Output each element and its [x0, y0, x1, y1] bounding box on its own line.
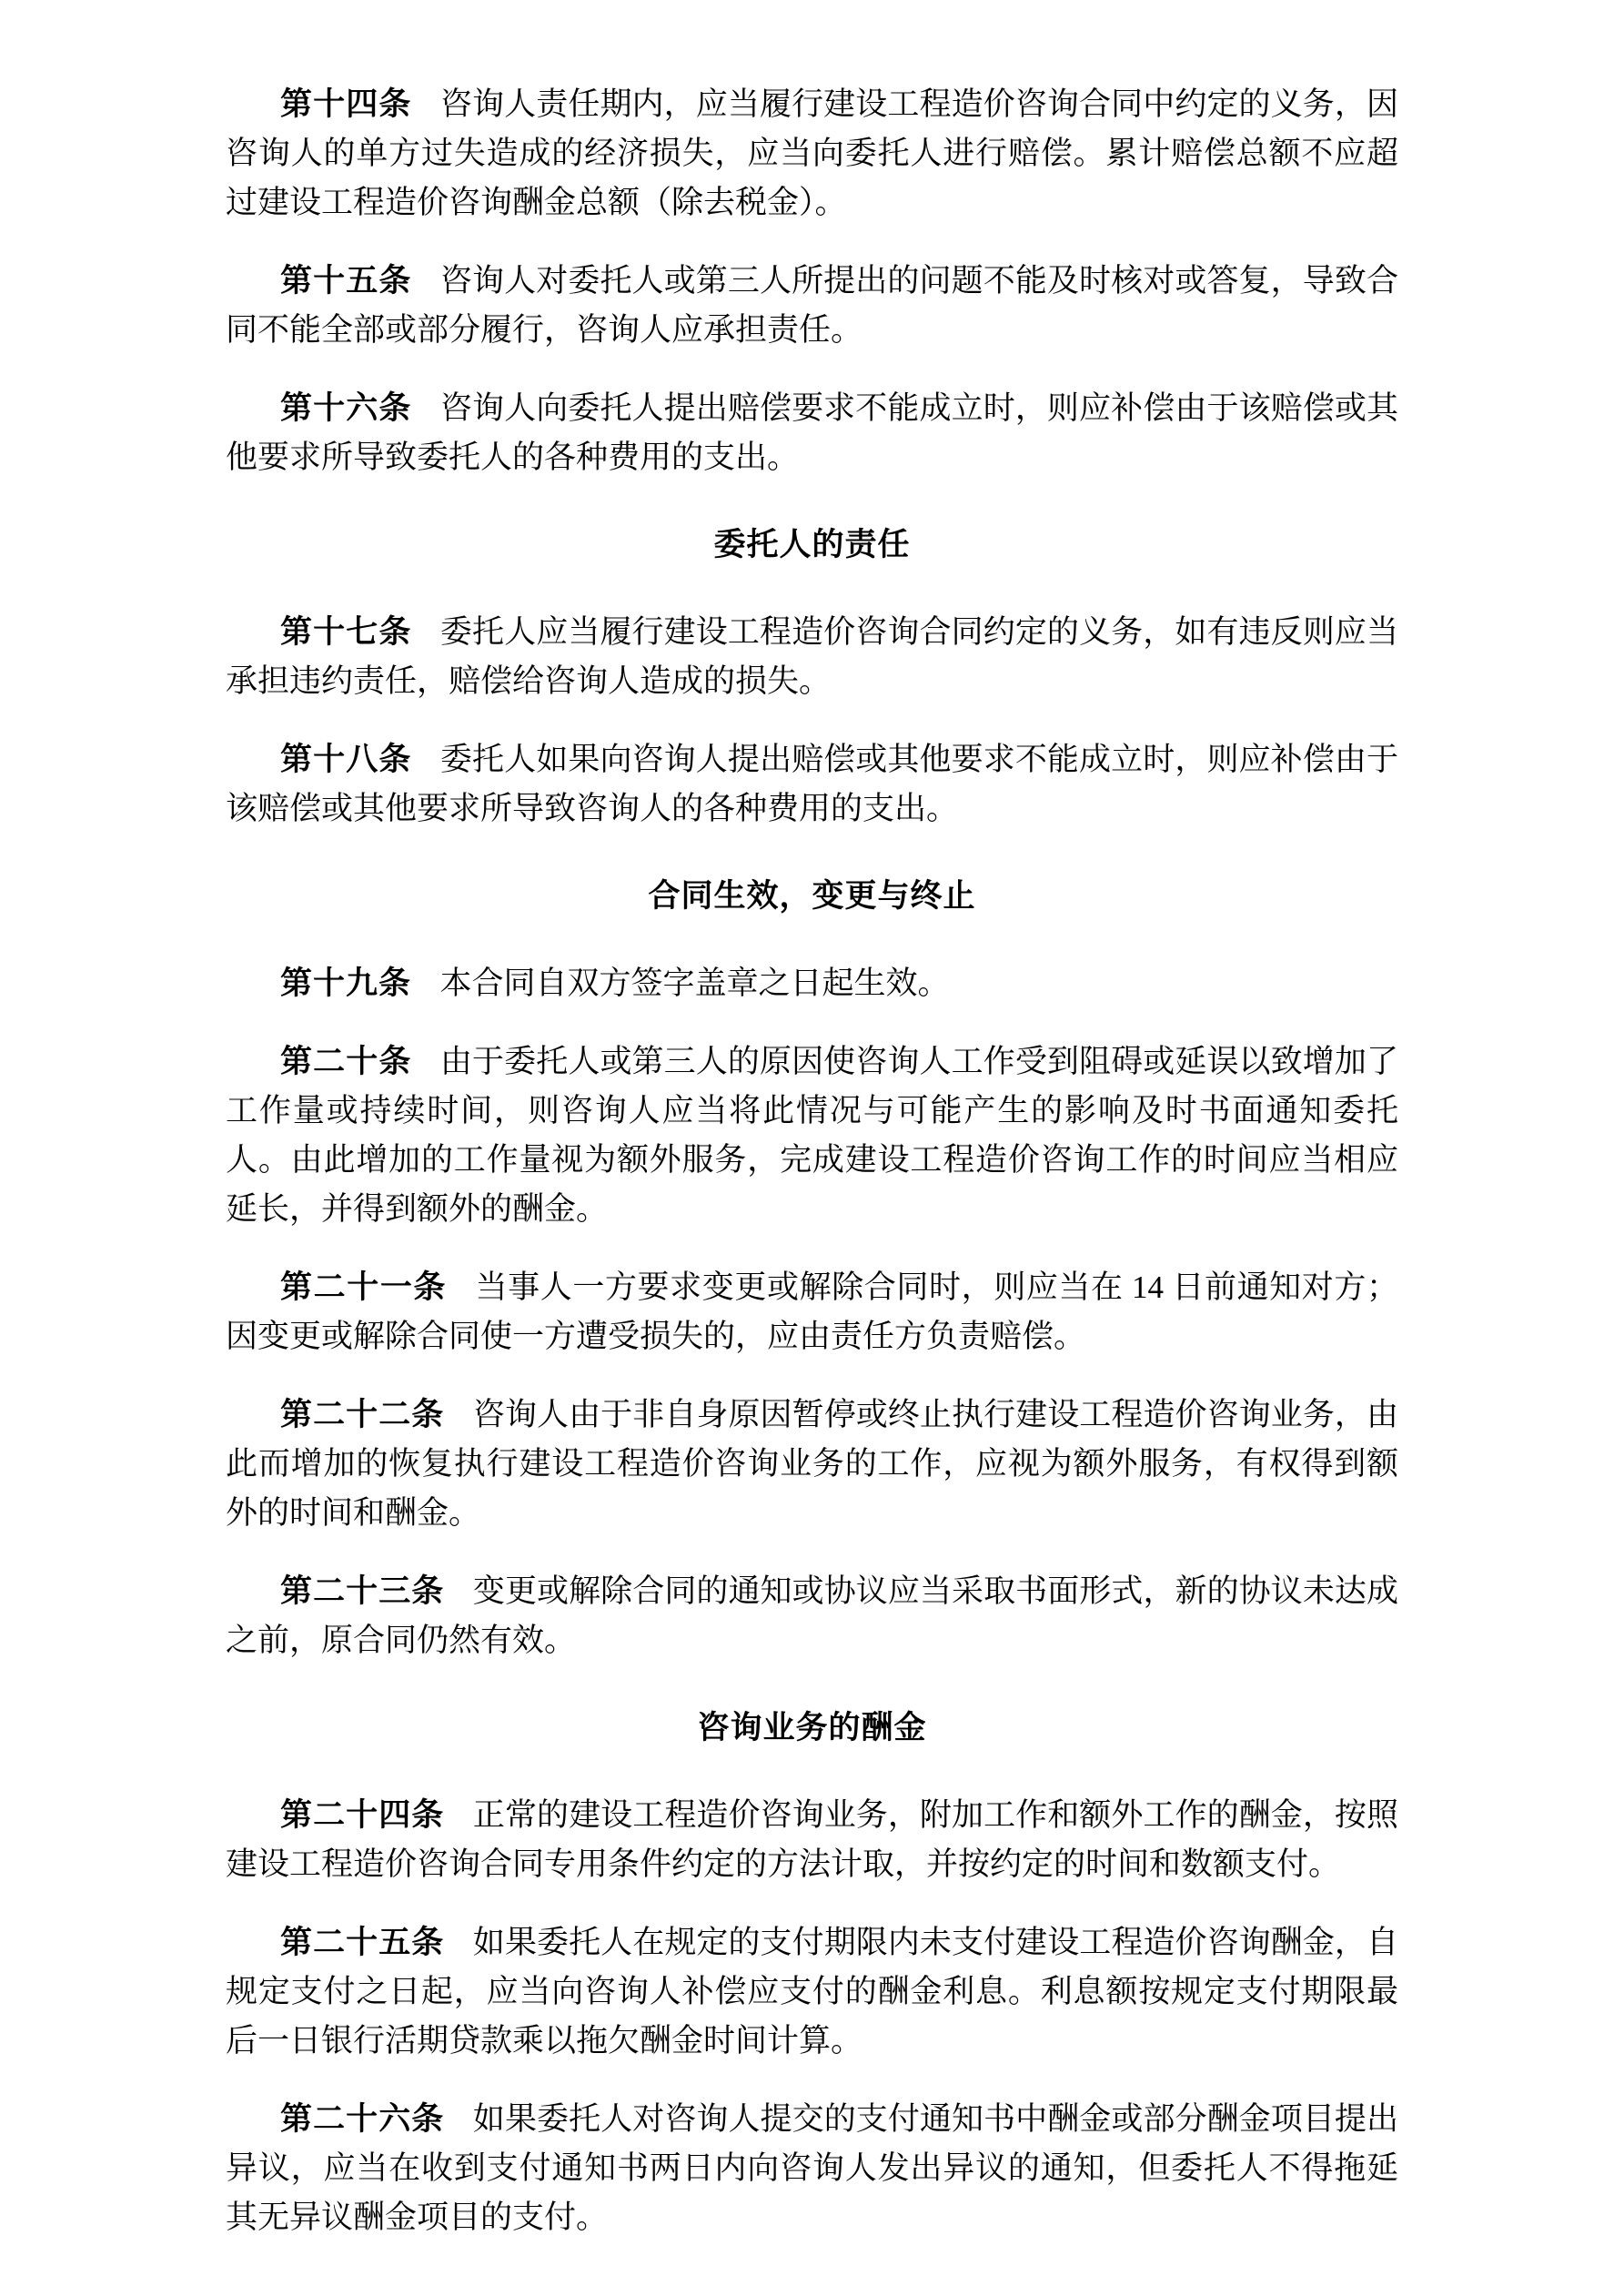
- article-21: [226, 1263, 1398, 1361]
- article-25-text: 如果委托人在规定的支付期限内未支付建设工程造价咨询酬金，自规定支付之日起，应当向咨询人补偿应支付的酬金利息。利息额按规定支付期限最后一日银行活期贷款乘以拖欠酬金时间计算。: [226, 1925, 1398, 2058]
- article-18: [226, 735, 1398, 834]
- article-24-number: 第二十四条: [280, 1797, 445, 1833]
- article-25-number: 第二十五条: [280, 1925, 445, 1960]
- article-15-number: 第十五条: [280, 263, 412, 298]
- article-18-text: 委托人如果向咨询人提出赔偿或其他要求不能成立时，则应补偿由于该赔偿或其他要求所导致咨询人的各种费用的支出。: [226, 742, 1398, 826]
- article-22-text: 咨询人由于非自身原因暂停或终止执行建设工程造价咨询业务，由此而增加的恢复执行建设工程造价咨询业务的工作，应视为额外服务，有权得到额外的时间和酬金。: [226, 1397, 1398, 1531]
- article-26-number: 第二十六条: [280, 2101, 445, 2137]
- article-22-number: 第二十二条: [280, 1397, 445, 1432]
- article-23-text: 变更或解除合同的通知或协议应当采取书面形式，新的协议未达成之前，原合同仍然有效。: [226, 1573, 1398, 1658]
- article-20: [226, 1037, 1398, 1234]
- article-20-text: 由于委托人或第三人的原因使咨询人工作受到阻碍或延误以致增加了工作量或持续时间，则咨询人应当将此情况与可能产生的影响及时书面通知委托人。由此增加的工作量视为额外服务，完成建设工程造价咨询工作的时间应当相应延长，并得到额外的酬金。: [226, 1044, 1398, 1227]
- article-26-text: 如果委托人对咨询人提交的支付通知书中酬金或部分酬金项目提出异议，应当在收到支付通知书两日内向咨询人发出异议的通知，但委托人不得拖延其无异议酬金项目的支付。: [226, 2101, 1398, 2235]
- article-19-number: 第十九条: [280, 966, 412, 1001]
- article-17-text: 委托人应当履行建设工程造价咨询合同约定的义务，如有违反则应当承担违约责任，赔偿给咨询人造成的损失。: [226, 614, 1398, 699]
- article-14-number: 第十四条: [280, 86, 412, 122]
- article-26: [226, 2095, 1398, 2242]
- article-23: [226, 1567, 1398, 1665]
- heading-principal-responsibility: 委托人的责任: [713, 527, 911, 562]
- article-21-text: 当事人一方要求变更或解除合同时，则应当在 14 日前通知对方；因变更或解除合同使一方遭受损失的，应由责任方负责赔偿。: [226, 1269, 1398, 1354]
- article-16: [226, 384, 1398, 482]
- article-15: [226, 257, 1398, 355]
- article-22: [226, 1391, 1398, 1538]
- article-15-text: 咨询人对委托人或第三人所提出的问题不能及时核对或答复，导致合同不能全部或部分履行，咨询人应承担责任。: [226, 263, 1398, 348]
- article-14: [226, 80, 1398, 228]
- article-17-number: 第十七条: [280, 614, 412, 650]
- article-25: [226, 1918, 1398, 2066]
- article-18-number: 第十八条: [280, 742, 412, 777]
- article-16-text: 咨询人向委托人提出赔偿要求不能成立时，则应补偿由于该赔偿或其他要求所导致委托人的各种费用的支出。: [226, 390, 1398, 475]
- article-19-text: 本合同自双方签字盖章之日起生效。: [439, 966, 950, 1001]
- article-20-number: 第二十条: [280, 1044, 412, 1079]
- article-14-text: 咨询人责任期内，应当履行建设工程造价咨询合同中约定的义务，因咨询人的单方过失造成的经济损失，应当向委托人进行赔偿。累计赔偿总额不应超过建设工程造价咨询酬金总额（除去税金）。: [226, 86, 1398, 220]
- heading-contract-effectiveness: 合同生效，变更与终止: [648, 878, 976, 914]
- article-19: [226, 959, 1398, 1008]
- article-24: [226, 1791, 1398, 1889]
- article-23-number: 第二十三条: [280, 1573, 445, 1609]
- article-16-number: 第十六条: [280, 390, 412, 426]
- article-24-text: 正常的建设工程造价咨询业务，附加工作和额外工作的酬金，按照建设工程造价咨询合同专用条件约定的方法计取，并按约定的时间和数额支付。: [226, 1797, 1398, 1882]
- heading-consulting-fee: 咨询业务的酬金: [697, 1710, 927, 1745]
- article-21-number: 第二十一条: [280, 1269, 448, 1305]
- article-17: [226, 608, 1398, 706]
